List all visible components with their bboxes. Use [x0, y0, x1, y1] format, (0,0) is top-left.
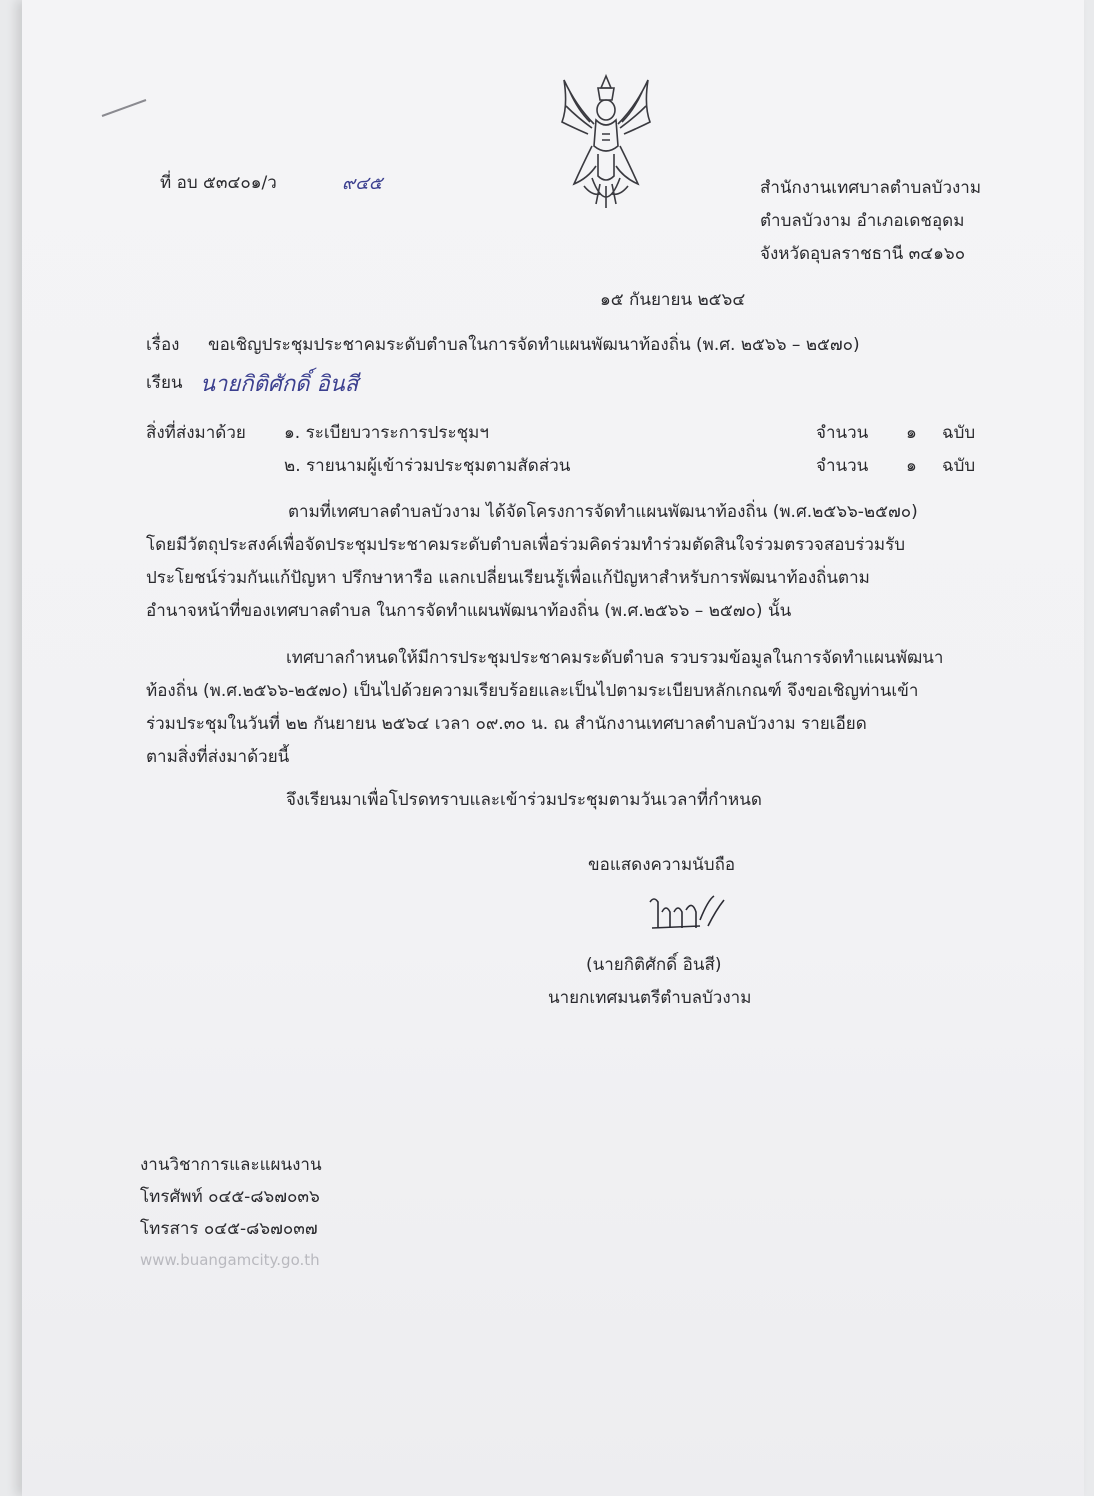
subject-label: เรื่อง — [146, 335, 180, 355]
body-p1-line4: อำนาจหน้าที่ของเทศบาลตำบล ในการจัดทำแผนพัฒนาท้องถิ่น (พ.ศ.๒๕๖๖ – ๒๕๗๐) นั้น — [146, 601, 792, 621]
recipient-label: เรียน — [146, 373, 183, 393]
body-p2-line1: เทศบาลกำหนดให้มีการประชุมประชาคมระดับตำบล รวบรวมข้อมูลในการจัดทำแผนพัฒนา — [286, 648, 944, 668]
body-p2-line2: ท้องถิ่น (พ.ศ.๒๕๖๖-๒๕๗๐) เป็นไปด้วยความเรียบร้อยและเป็นไปตามระเบียบหลักเกณฑ์ จึงขอเชิญท่านเข้า — [146, 681, 919, 701]
reference-number-handwritten: ๙๔๕ — [342, 173, 383, 194]
signatory-position: นายกเทศมนตรีตำบลบัวงาม — [548, 988, 752, 1008]
footer-website: www.buangamcity.go.th — [140, 1251, 320, 1269]
letter-date: ๑๕ กันยายน ๒๕๖๔ — [600, 290, 746, 310]
enclosure-item-1-text: ๑. ระเบียบวาระการประชุมฯ — [284, 423, 489, 443]
signature-mark — [644, 890, 734, 934]
footer-fax: โทรสาร ๐๔๕-๘๖๗๐๓๗ — [140, 1219, 318, 1239]
body-p1-line2: โดยมีวัตถุประสงค์เพื่อจัดประชุมประชาคมระดับตำบลเพื่อร่วมคิดร่วมทำร่วมตัดสินใจร่วมตรวจสอบร่วมรับ — [146, 535, 906, 555]
enclosure-item-2-qty-label: จำนวน — [816, 456, 869, 476]
office-address-line2: ตำบลบัวงาม อำเภอเดชอุดม — [760, 211, 965, 231]
enclosures-label: สิ่งที่ส่งมาด้วย — [146, 423, 246, 443]
office-address-line3: จังหวัดอุบลราชธานี ๓๔๑๖๐ — [760, 244, 966, 264]
enclosure-item-2-text: ๒. รายนามผู้เข้าร่วมประชุมตามสัดส่วน — [284, 456, 571, 476]
body-p2-line3: ร่วมประชุมในวันที่ ๒๒ กันยายน ๒๕๖๔ เวลา ๐๙.๓๐ น. ณ สำนักงานเทศบาลตำบลบัวงาม รายเอียด — [146, 714, 867, 734]
body-p1-line1: ตามที่เทศบาลตำบลบัวงาม ได้จัดโครงการจัดทำแผนพัฒนาท้องถิ่น (พ.ศ.๒๕๖๖-๒๕๗๐) — [288, 502, 918, 522]
enclosure-item-2-qty: ๑ — [906, 456, 917, 476]
pen-mark-scribble — [100, 96, 150, 120]
office-address-line1: สำนักงานเทศบาลตำบลบัวงาม — [760, 178, 982, 198]
enclosure-item-2-unit: ฉบับ — [942, 456, 976, 476]
footer-department: งานวิชาการและแผนงาน — [140, 1155, 322, 1175]
enclosure-item-1-qty-label: จำนวน — [816, 423, 869, 443]
subject-text: ขอเชิญประชุมประชาคมระดับตำบลในการจัดทำแผนพัฒนาท้องถิ่น (พ.ศ. ๒๕๖๖ – ๒๕๗๐) — [208, 335, 860, 355]
body-p2-line4: ตามสิ่งที่ส่งมาด้วยนี้ — [146, 747, 290, 767]
reference-label: ที่ อบ ๕๓๔๐๑/ว — [160, 173, 277, 193]
closing-regards: ขอแสดงความนับถือ — [588, 855, 736, 875]
body-p3: จึงเรียนมาเพื่อโปรดทราบและเข้าร่วมประชุมตามวันเวลาที่กำหนด — [286, 790, 762, 810]
enclosure-item-1-unit: ฉบับ — [942, 423, 976, 443]
enclosure-item-1-qty: ๑ — [906, 423, 917, 443]
signatory-name: (นายกิติศักดิ์ อินสี) — [586, 955, 722, 975]
body-p1-line3: ประโยชน์ร่วมกันแก้ปัญหา ปรึกษาหารือ แลกเปลี่ยนเรียนรู้เพื่อแก้ปัญหาสำหรับการพัฒนาท้องถิ่นตาม — [146, 568, 870, 588]
recipient-name-handwritten: นายกิติศักดิ์ อินสี — [200, 372, 359, 397]
footer-phone: โทรศัพท์ ๐๔๕-๘๖๗๐๓๖ — [140, 1187, 320, 1207]
letter-page — [22, 0, 1084, 1496]
garuda-emblem-icon — [552, 66, 660, 218]
